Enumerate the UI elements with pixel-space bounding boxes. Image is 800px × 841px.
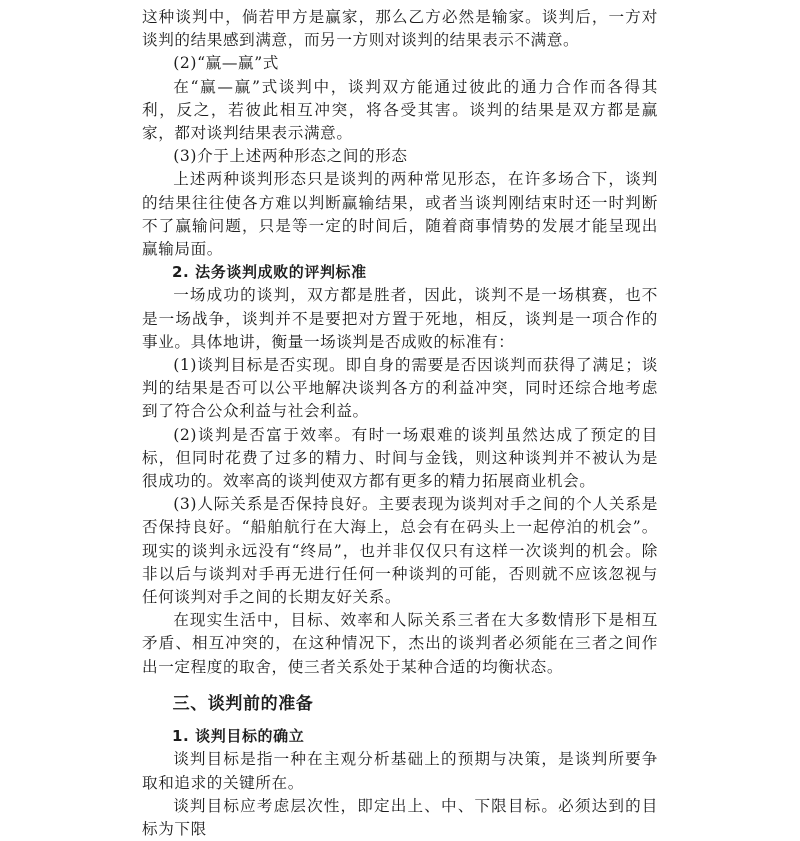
section-heading-preparation: 三、谈判前的准备 [172, 693, 314, 714]
paragraph-goal-levels: 谈判目标应考虑层次性，即定出上、中、下限目标。必须达到的目标为下限 [142, 796, 658, 838]
paragraph-continuation: 这种谈判中，倘若甲方是赢家，那么乙方必然是输家。谈判后，一方对谈判的结果感到满意，而另一方则对谈判的结果表示不满意。 [142, 8, 658, 50]
paragraph-successful-negotiation: 一场成功的谈判，双方都是胜者，因此，谈判不是一场棋赛，也不是一场战争，谈判并不是要把对方置于死地，相反，谈判是一项合作的事业。具体地讲，衡量一场谈判是否成败的标准有： [142, 286, 658, 351]
item-win-win-heading: (2)“赢—赢”式 [173, 54, 279, 73]
document-page [142, 6, 658, 841]
paragraph-criterion-relationship: (3)人际关系是否保持良好。主要表现为谈判对手之间的个人关系是否保持良好。“船舶航行在大海上，总会有在码头上一起停泊的机会”。现实的谈判永远没有“终局”，也并非仅仅只有这样一次谈判的机会。除非以后与谈判对手再无进行任何一种谈判的可能，否则就不应该忽视与任何谈判对手之间的长期友好关系。 [142, 495, 658, 607]
paragraph-criterion-efficiency: (2)谈判是否富于效率。有时一场艰难的谈判虽然达成了预定的目标，但同时花费了过多的精力、时间与金钱，则这种谈判并不被认为是很成功的。效率高的谈判使双方都有更多的精力拓展商业机会。 [142, 425, 658, 491]
item-intermediate-heading: (3)介于上述两种形态之间的形态 [173, 147, 408, 166]
paragraph-win-win: 在“赢—赢”式谈判中，谈判双方能通过彼此的通力合作而各得其利，反之，若彼此相互冲突，将各受其害。谈判的结果是双方都是赢家，都对谈判结果表示满意。 [142, 77, 658, 143]
paragraph-intermediate: 上述两种谈判形态只是谈判的两种常见形态，在许多场合下，谈判的结果往往使各方难以判断赢输结果，或者当谈判刚结束时还一时判断不了赢输问题，只是等一定的时间后，随着商事情势的发展才能呈现出赢输局面。 [142, 170, 658, 259]
paragraph-balance: 在现实生活中，目标、效率和人际关系三者在大多数情形下是相互矛盾、相互冲突的，在这种情况下，杰出的谈判者必须能在三者之间作出一定程度的取舍，使三者关系处于某种合适的均衡状态。 [142, 611, 658, 676]
paragraph-goal-definition: 谈判目标是指一种在主观分析基础上的预期与决策，是谈判所要争取和追求的关键所在。 [142, 750, 658, 792]
subheading-evaluation-criteria: 2. 法务谈判成败的评判标准 [172, 263, 367, 282]
subheading-goal-setting: 1. 谈判目标的确立 [172, 727, 305, 746]
paragraph-criterion-goal: (1)谈判目标是否实现。即自身的需要是否因谈判而获得了满足；谈判的结果是否可以公平地解决谈判各方的利益冲突，同时还综合地考虑到了符合公众利益与社会利益。 [142, 356, 658, 421]
